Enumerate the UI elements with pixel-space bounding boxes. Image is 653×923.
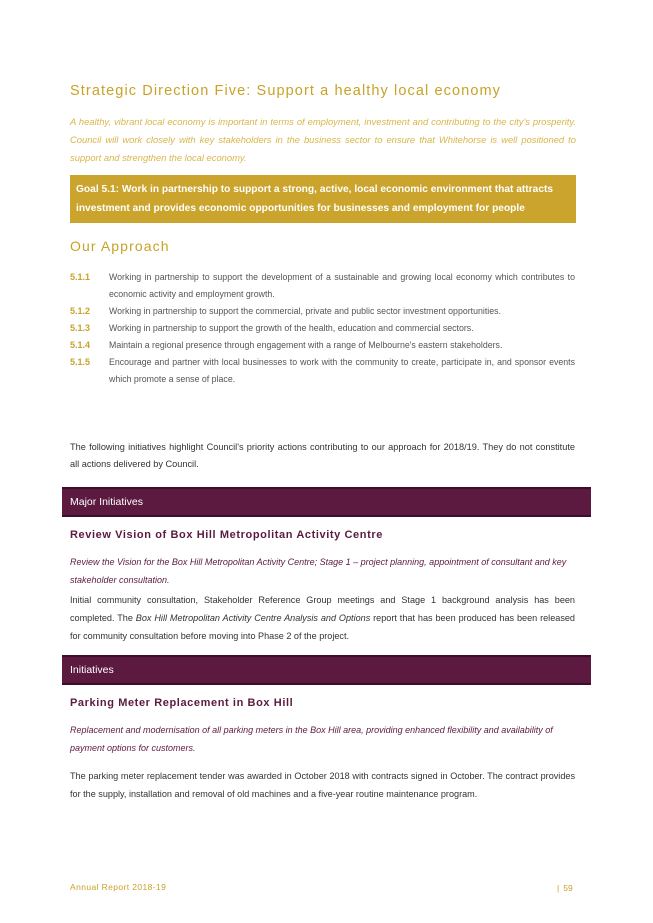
approach-item	[70, 269, 575, 303]
goal-text: Work in partnership to support a strong, active, local economic environment that attracts investment and provides economic opportunities for businesses and employment for people	[76, 184, 554, 214]
approach-item-number: 5.1.1	[70, 272, 91, 282]
major-initiative-body-part2: report that has been produced has been released for community consultation before moving into Phase 2 of the project.	[70, 613, 575, 641]
approach-item-number: 5.1.2	[70, 306, 91, 316]
initiatives-intro-text: The following initiatives highlight Council's priority actions contributing to our approach for 2018/19. They do not constitute all actions delivered by Council.	[70, 442, 575, 469]
footer-report-title: Annual Report 2018-19	[70, 882, 167, 892]
approach-item-number: 5.1.3	[70, 323, 91, 333]
approach-item	[70, 354, 575, 388]
approach-list	[70, 269, 575, 388]
goal-box	[70, 175, 576, 223]
approach-item-text: Working in partnership to support the commercial, private and public sector investment opportunities.	[109, 306, 501, 316]
major-initiatives-bar: Major Initiatives	[62, 487, 591, 517]
major-initiative-title: Review Vision of Box Hill Metropolitan Activity Centre	[70, 529, 383, 541]
approach-item	[70, 303, 575, 320]
approach-item	[70, 337, 575, 354]
approach-item	[70, 320, 575, 337]
goal-label: Goal 5.1:	[76, 184, 120, 195]
page-number: 59	[563, 883, 573, 893]
approach-title: Our Approach	[70, 238, 170, 254]
footer-separator: |	[557, 883, 560, 893]
initiative-summary: Replacement and modernisation of all parking meters in the Box Hill area, providing enhanced flexibility and availability of payment options for customers.	[70, 725, 553, 753]
approach-item-number: 5.1.4	[70, 340, 91, 350]
footer-page	[557, 883, 573, 893]
major-initiative-body	[70, 591, 575, 645]
initiative-title: Parking Meter Replacement in Box Hill	[70, 697, 294, 709]
strategic-direction-title: Strategic Direction Five: Support a healthy local economy	[70, 83, 502, 99]
approach-item-text: Encourage and partner with local businesses to work with the community to create, participate in, and sponsor events which promote a sense of place.	[109, 357, 575, 384]
initiatives-bar: Initiatives	[62, 655, 591, 685]
approach-item-text: Working in partnership to support the development of a sustainable and growing local economy which contributes to economic activity and employment growth.	[109, 272, 575, 299]
major-initiative-summary: Review the Vision for the Box Hill Metropolitan Activity Centre; Stage 1 – project planning, appointment of consultant and key stakeholder consultation.	[70, 557, 567, 585]
strategic-direction-intro: A healthy, vibrant local economy is important in terms of employment, investment and contributing to the city's prosperity. Council will work closely with key stakeholders in the business sector to ensure that Whitehorse is well positioned to support and strengthen the local economy.	[70, 116, 576, 163]
approach-item-text: Working in partnership to support the growth of the health, education and commercial sectors.	[109, 323, 474, 333]
major-initiative-body-part1: Initial community consultation, Stakeholder Reference Group meetings and Stage 1 background analysis has been completed. The	[70, 595, 575, 623]
approach-item-number: 5.1.5	[70, 357, 91, 367]
major-initiative-report-name: Box Hill Metropolitan Activity Centre Analysis and Options	[135, 613, 371, 623]
initiative-body: The parking meter replacement tender was awarded in October 2018 with contracts signed in October. The contract provides for the supply, installation and removal of old machines and a five-year routine maintenance program.	[70, 771, 575, 799]
approach-item-text: Maintain a regional presence through engagement with a range of Melbourne's eastern stakeholders.	[109, 340, 503, 350]
